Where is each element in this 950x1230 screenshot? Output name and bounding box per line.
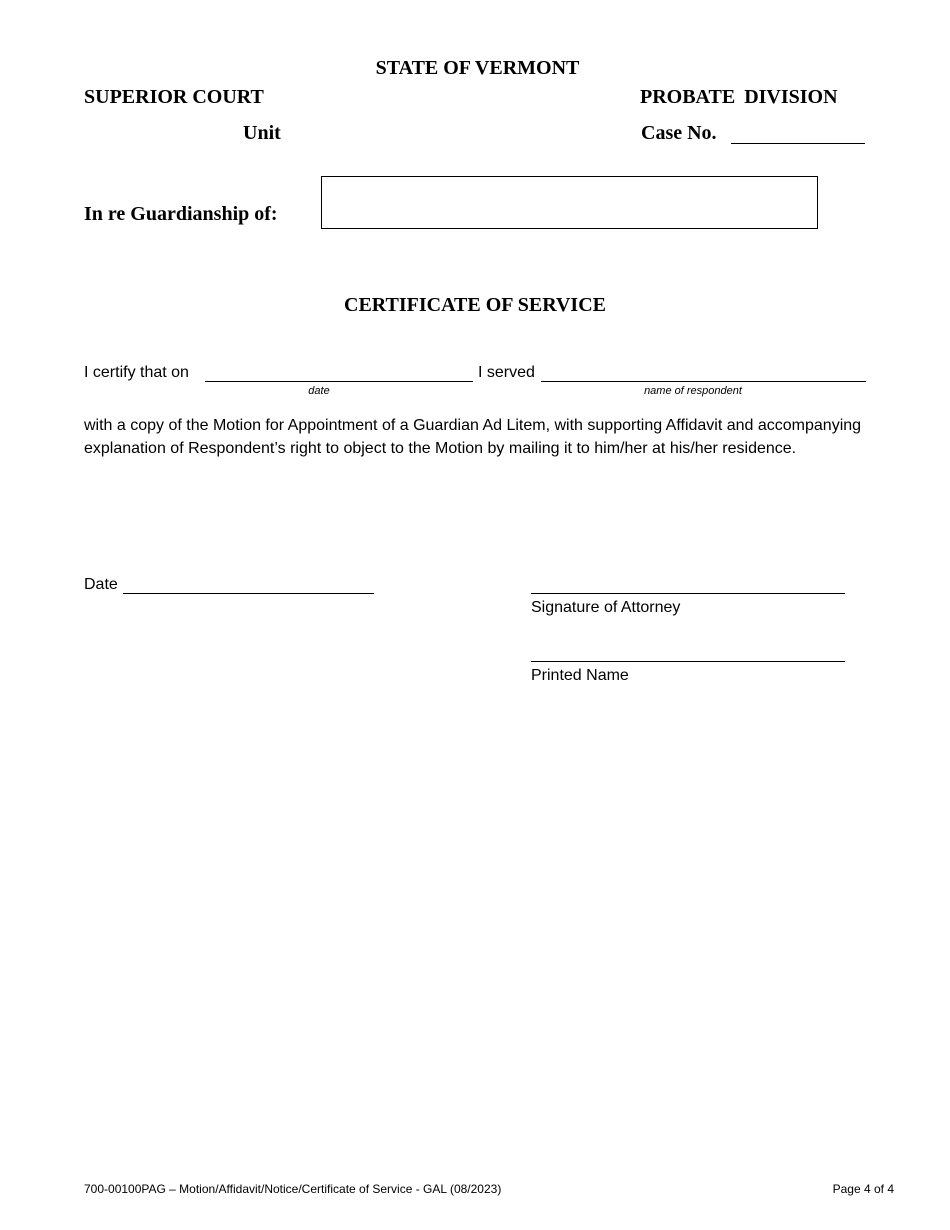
respondent-name-field[interactable] [541,381,866,382]
respondent-caption: name of respondent [644,385,742,397]
court-name: SUPERIOR COURT [84,86,264,108]
footer-page-number: Page 4 of 4 [832,1182,894,1196]
service-paragraph: with a copy of the Motion for Appointment of a Guardian Ad Litem, with supporting Affidavit and accompanying explanation of Respondent’s right to object to the Motion by mailing it to him/her at his/her residence. [84,417,862,457]
footer-form-id: 700-00100PAG – Motion/Affidavit/Notice/Certificate of Service - GAL (08/2023) [84,1182,502,1196]
guardianship-label: In re Guardianship of: [84,203,278,225]
unit-label: Unit [243,122,281,144]
case-number-field[interactable] [731,143,865,144]
service-date-field[interactable] [205,381,473,382]
case-number-label: Case No. [641,122,717,144]
state-title: STATE OF VERMONT [375,57,580,79]
date-caption: date [308,385,330,397]
date-label: Date [84,576,118,593]
certify-label: I certify that on [84,364,189,381]
printed-name-label: Printed Name [531,667,629,684]
guardianship-name-field[interactable] [321,176,818,229]
attorney-signature-field[interactable] [531,593,845,594]
printed-name-field[interactable] [531,661,845,662]
division-name: PROBATE DIVISION [640,86,838,108]
certificate-heading: CERTIFICATE OF SERVICE [344,294,606,316]
signature-label: Signature of Attorney [531,599,681,616]
served-label: I served [478,364,535,381]
signing-date-field[interactable] [123,593,374,594]
